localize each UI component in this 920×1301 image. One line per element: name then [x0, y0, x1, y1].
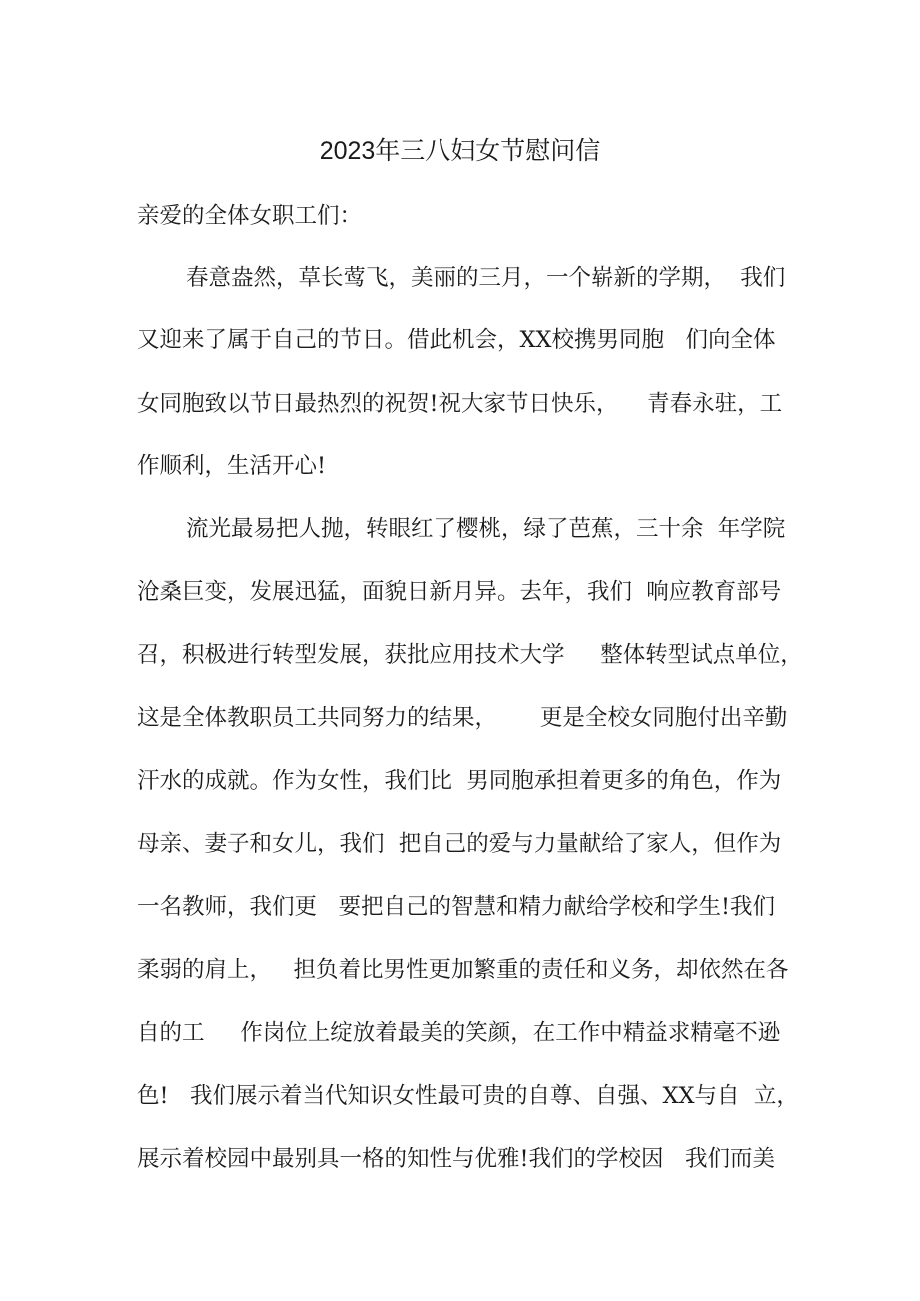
paragraph-2-line-4: 这是全体教职员工共同努力的结果， 更是全校女同胞付出辛勤 [137, 705, 788, 731]
paragraph-2-line-8: 柔弱的肩上， 担负着比男性更加繁重的责任和义务，却依然在各 [137, 957, 789, 983]
paragraph-2-line-7: 一名教师，我们更 要把自己的智慧和精力献给学校和学生!我们 [137, 894, 775, 920]
paragraph-1-line-3: 女同胞致以节日最热烈的祝贺!祝大家节日快乐， 青春永驻，工 [137, 391, 783, 417]
paragraph-1-line-4: 作顺利，生活开心! [137, 453, 327, 479]
paragraph-2-line-5: 汗水的成就。作为女性，我们比 男同胞承担着更多的角色，作为 [137, 768, 782, 794]
salutation: 亲爱的全体女职工们： [137, 203, 363, 229]
paragraph-2-line-11: 展示着校园中最别具一格的知性与优雅!我们的学校因 我们而美 [137, 1146, 775, 1172]
paragraph-2-line-9: 自的工 作岗位上绽放着最美的笑颜，在工作中精益求精毫不逊 [137, 1020, 781, 1046]
paragraph-2-line-6: 母亲、妻子和女儿，我们 把自己的爱与力量献给了家人，但作为 [137, 831, 782, 857]
paragraph-2-line-10: 色! 我们展示着当代知识女性最可贵的自尊、自强、XX与自 立， [137, 1083, 799, 1109]
letter-title: 2023年三八妇女节慰问信 [319, 137, 601, 165]
paragraph-1-line-1: 春意盎然，草长莺飞，美丽的三月，一个崭新的学期， 我们 [186, 265, 786, 291]
paragraph-1-line-2: 又迎来了属于自己的节日。借此机会，XX校携男同胞 们向全体 [137, 327, 776, 353]
paragraph-2-line-1: 流光最易把人抛，转眼红了樱桃，绿了芭蕉，三十余 年学院 [186, 516, 786, 542]
paragraph-2-line-3: 召，积极进行转型发展，获批应用技术大学 整体转型试点单位， [137, 642, 803, 668]
paragraph-2-line-2: 沧桑巨变，发展迅猛，面貌日新月异。去年，我们 响应教育部号 [137, 579, 782, 605]
